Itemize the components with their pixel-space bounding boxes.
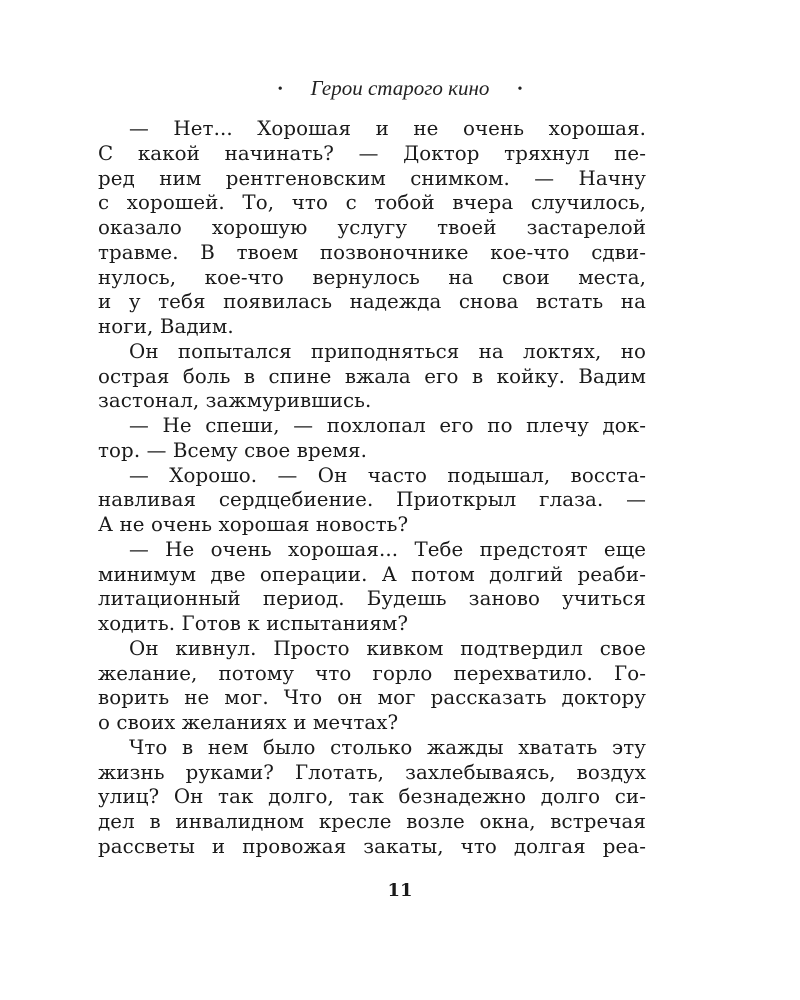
text-line: — Нет... Хорошая и не очень хорошая.	[129, 117, 646, 140]
text-line: Он кивнул. Просто кивком подтвердил свое	[129, 636, 646, 660]
running-head-bullet-right: •	[517, 81, 523, 97]
text-line: Он попытался приподняться на локтях, но	[129, 339, 646, 363]
text-line: рассветы и провожая закаты, что долгая реа-	[98, 834, 646, 858]
text-line: минимум две операции. А потом долгий реаби-	[98, 562, 646, 586]
running-head	[0, 76, 800, 101]
text-line: с хорошей. То, что с тобой вчера случилось,	[98, 191, 646, 215]
text-line: ходить. Готов к испытаниям?	[98, 612, 409, 635]
text-line: — Не очень хорошая... Тебе предстоят еще	[129, 537, 646, 561]
body-text	[98, 117, 646, 860]
text-line: А не очень хорошая новость?	[98, 513, 409, 536]
text-line: желание, потому что горло перехватило. Го-	[98, 661, 646, 685]
page-number: 11	[387, 880, 413, 901]
text-line: литационный период. Будешь заново учиться	[98, 587, 646, 611]
text-line: оказало хорошую услугу твоей застарелой	[98, 216, 646, 239]
text-line: — Не спеши, — похлопал его по плечу док-	[129, 414, 646, 437]
text-line: жизнь руками? Глотать, захлебываясь, воздух	[98, 760, 646, 784]
text-line: нулось, кое-что вернулось на свои места,	[98, 265, 646, 289]
text-line: ворить не мог. Что он мог рассказать доктору	[98, 686, 646, 710]
text-line: — Хорошо. — Он часто подышал, восста-	[129, 463, 646, 487]
text-line: травме. В твоем позвоночнике кое-что сдви-	[98, 240, 646, 264]
text-line: ред ним рентгеновским снимком. — Начну	[98, 166, 646, 190]
text-line: улиц? Он так долго, так безнадежно долго си-	[98, 785, 646, 809]
running-head-title: Герои старого кино	[310, 76, 490, 100]
running-head-bullet-left: •	[277, 81, 283, 97]
text-line: С какой начинать? — Доктор тряхнул пе-	[98, 141, 646, 165]
text-line: дел в инвалидном кресле возле окна, встречая	[98, 810, 646, 833]
text-line: острая боль в спине вжала его в койку. Вадим	[98, 364, 646, 388]
text-line: о своих желаниях и мечтах?	[98, 711, 399, 734]
text-line: навливая сердцебиение. Приоткрыл глаза. —	[98, 488, 646, 512]
text-line: и у тебя появилась надежда снова встать на	[98, 290, 646, 314]
text-line: тор. — Всему свое время.	[98, 438, 367, 462]
text-line: застонал, зажмурившись.	[98, 389, 372, 413]
text-line: Что в нем было столько жажды хватать эту	[129, 735, 646, 759]
text-line: ноги, Вадим.	[98, 315, 234, 338]
